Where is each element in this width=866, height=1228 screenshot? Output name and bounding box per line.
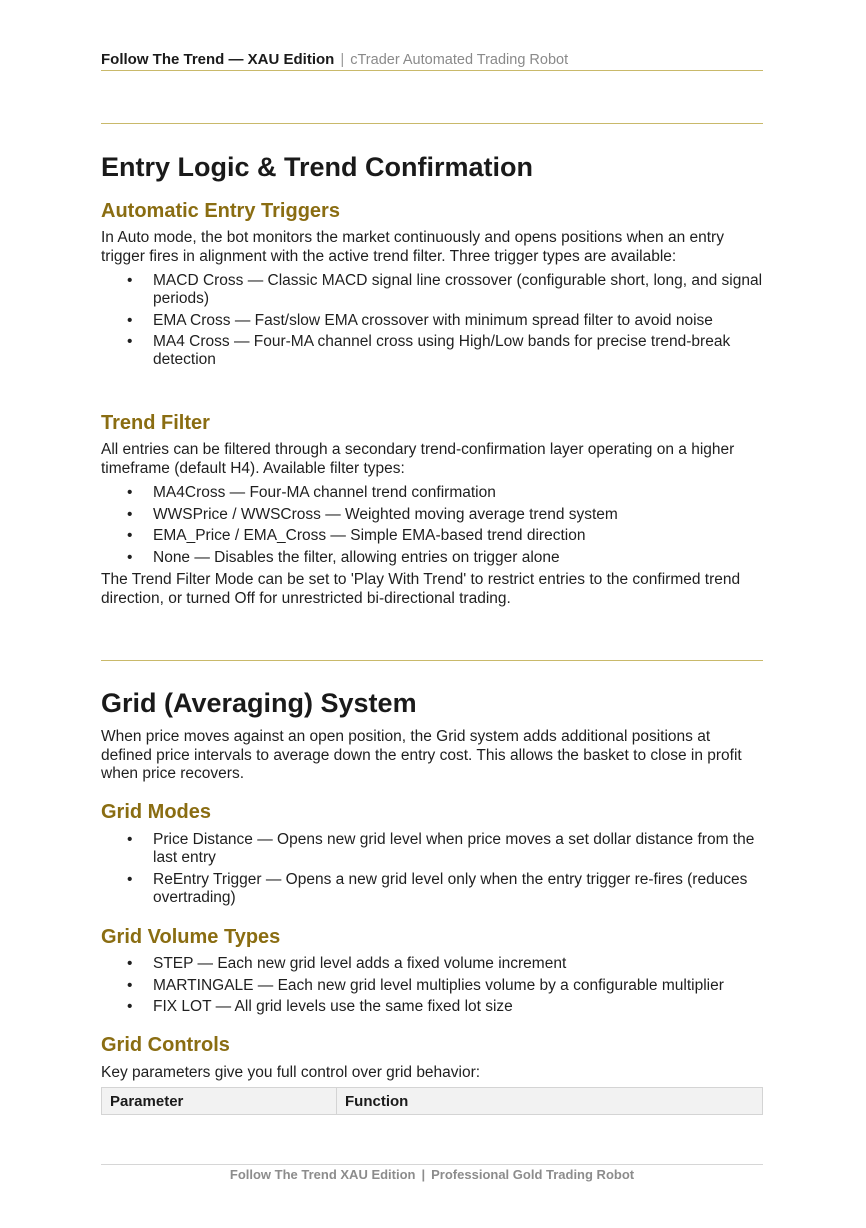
section-heading-grid-system: Grid (Averaging) System [101, 688, 417, 718]
grid-controls-intro: Key parameters give you full control over grid behavior: [101, 1064, 481, 1081]
grid-system-intro: When price moves against an open position, the Grid system adds additional positions at defined price intervals to average down the entry cost. This allows the basket to close in profit when price recovers. [101, 728, 742, 783]
page-header [101, 50, 763, 71]
table-header-row [102, 1088, 763, 1115]
list-item-text: EMA Cross — Fast/slow EMA crossover with minimum spread filter to avoid noise [153, 311, 713, 329]
list-item [101, 871, 763, 907]
bullet-icon: • [127, 484, 133, 501]
bullet-icon: • [127, 333, 133, 351]
bullet-icon: • [127, 548, 133, 566]
bullet-icon: • [127, 311, 133, 329]
grid-controls-table [101, 1087, 763, 1115]
bullet-icon: • [127, 976, 133, 994]
subheading-grid-controls: Grid Controls [101, 1034, 230, 1056]
list-item [101, 977, 763, 995]
bullet-icon: • [127, 272, 133, 289]
auto-triggers-intro: In Auto mode, the bot monitors the market continuously and opens positions when an entry trigger fires in alignment with the active trend filter. Three trigger types are available: [101, 229, 724, 265]
trend-filter-outro: The Trend Filter Mode can be set to 'Play With Trend' to restrict entries to the confirmed trend direction, or turned Off for unrestricted bi-directional trading. [101, 571, 741, 607]
footer-left-text: Follow The Trend XAU Edition [229, 1167, 416, 1182]
list-item [101, 506, 763, 524]
footer-separator: | [421, 1167, 426, 1182]
list-item [101, 272, 763, 308]
section-heading-entry-logic: Entry Logic & Trend Confirmation [101, 152, 534, 182]
footer-divider [101, 1164, 763, 1165]
auto-triggers-list [101, 272, 763, 373]
list-item [101, 549, 763, 567]
list-item-text: FIX LOT — All grid levels use the same fixed lot size [153, 998, 513, 1015]
list-item-text: Price Distance — Opens new grid level when price moves a set dollar distance from the last entry [153, 831, 755, 867]
trend-filter-intro: All entries can be filtered through a secondary trend-confirmation layer operating on a higher timeframe (default H4). Available filter types: [101, 441, 735, 477]
section-divider [101, 123, 763, 124]
bullet-icon: • [127, 505, 133, 523]
section-divider [101, 660, 763, 661]
list-item-text: STEP — Each new grid level adds a fixed volume increment [153, 955, 567, 972]
bullet-icon: • [127, 998, 133, 1015]
subheading-grid-volume-types: Grid Volume Types [101, 926, 281, 948]
subheading-trend-filter: Trend Filter [101, 412, 210, 434]
bullet-icon: • [127, 955, 133, 972]
list-item [101, 998, 763, 1016]
list-item-text: MARTINGALE — Each new grid level multiplies volume by a configurable multiplier [153, 976, 724, 994]
page-footer [101, 1166, 763, 1184]
list-item [101, 312, 763, 330]
bullet-icon: • [127, 527, 133, 544]
trend-filter-list [101, 484, 763, 570]
column-header-parameter: Parameter [102, 1088, 337, 1115]
subheading-grid-modes: Grid Modes [101, 801, 212, 823]
bullet-icon: • [127, 831, 133, 848]
list-item-text: MA4 Cross — Four-MA channel cross using High/Low bands for precise trend-break detection [153, 333, 731, 369]
subheading-automatic-entry-triggers: Automatic Entry Triggers [101, 200, 340, 222]
bullet-icon: • [127, 870, 133, 888]
list-item-text: EMA_Price / EMA_Cross — Simple EMA-based trend direction [153, 527, 586, 544]
list-item-text: WWSPrice / WWSCross — Weighted moving average trend system [153, 505, 618, 523]
header-title: Follow The Trend — XAU Edition [101, 51, 335, 68]
grid-volume-types-list [101, 955, 763, 1020]
list-item [101, 831, 763, 867]
header-separator: | [340, 51, 345, 68]
list-item-text: None — Disables the filter, allowing entries on trigger alone [153, 548, 560, 566]
header-subtitle: cTrader Automated Trading Robot [350, 52, 569, 68]
column-header-function: Function [337, 1088, 763, 1115]
list-item [101, 484, 763, 502]
list-item [101, 955, 763, 973]
footer-right-text: Professional Gold Trading Robot [431, 1167, 635, 1182]
list-item [101, 333, 763, 369]
list-item-text: MACD Cross — Classic MACD signal line crossover (configurable short, long, and signal periods) [153, 272, 763, 308]
list-item-text: ReEntry Trigger — Opens a new grid level only when the entry trigger re-fires (reduces overtrading) [153, 870, 748, 906]
list-item [101, 527, 763, 545]
list-item-text: MA4Cross — Four-MA channel trend confirmation [153, 484, 496, 501]
grid-modes-list [101, 831, 763, 910]
